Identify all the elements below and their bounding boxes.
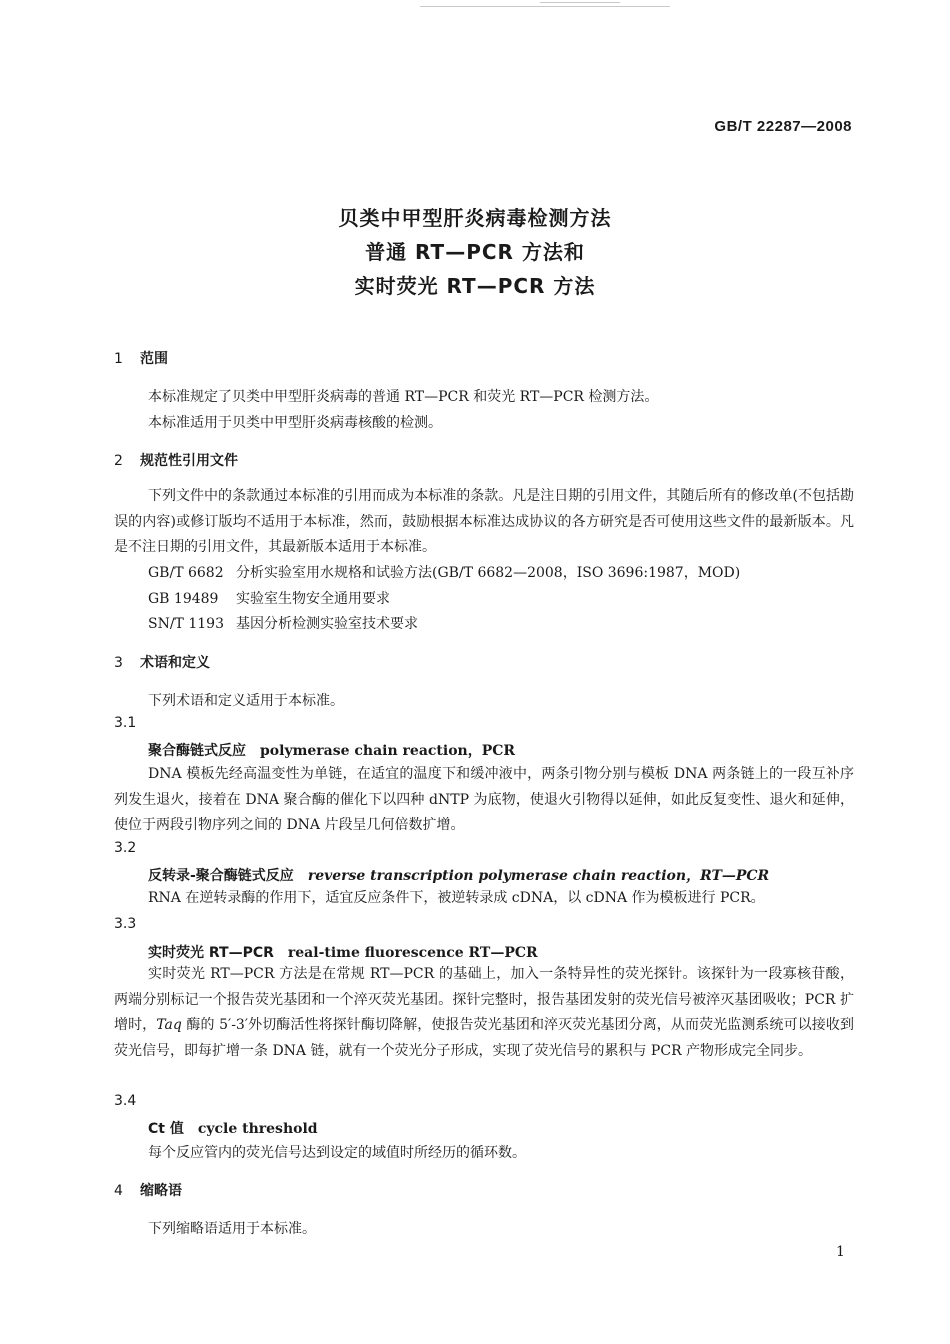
doc-title-line1: 贝类中甲型肝炎病毒检测方法	[338, 206, 612, 230]
term-definition: RNA 在逆转录酶的作用下，适宜反应条件下，被逆转录成 cDNA，以 cDNA 作为模板进行 PCR。	[148, 890, 765, 906]
term-zh: 反转录-聚合酶链式反应	[148, 868, 294, 884]
term-en: polymerase chain reaction，PCR	[260, 743, 516, 759]
paragraph: 下列缩略语适用于本标准。	[148, 1221, 316, 1237]
term-zh: Ct 值	[148, 1121, 184, 1137]
section-title: 规范性引用文件	[140, 453, 238, 469]
reference-desc: 实验室生物安全通用要求	[236, 591, 390, 607]
term-definition: 每个反应管内的荧光信号达到设定的域值时所经历的循环数。	[148, 1145, 526, 1161]
section-heading-abbreviations	[114, 1180, 182, 1200]
section-heading-terms	[114, 652, 210, 672]
reference-item	[148, 613, 418, 633]
paragraph: 本标准规定了贝类中甲型肝炎病毒的普通 RT—PCR 和荧光 RT—PCR 检测方法。	[148, 389, 659, 405]
term-definition	[114, 962, 854, 1064]
section-heading-normative-references	[114, 450, 238, 470]
section-title: 缩略语	[140, 1183, 182, 1199]
section-title: 术语和定义	[140, 655, 210, 671]
section-title: 范围	[140, 351, 168, 367]
taq-italic: Taq	[156, 1017, 182, 1033]
term-heading	[148, 942, 538, 962]
term-number: 3.4	[114, 1093, 137, 1109]
reference-desc: 基因分析检测实验室技术要求	[236, 616, 418, 632]
page-number: 1	[836, 1244, 845, 1260]
reference-item	[148, 588, 390, 608]
scan-edge-line	[540, 2, 620, 3]
reference-code: GB/T 6682	[148, 565, 224, 581]
term-number: 3.1	[114, 715, 137, 731]
reference-code: SN/T 1193	[148, 616, 224, 632]
section-number: 2	[114, 453, 123, 469]
reference-desc: 分析实验室用水规格和试验方法(GB/T 6682—2008，ISO 3696:1987，MOD)	[236, 565, 741, 581]
definition-text: 酶的 5′-3′外切酶活性将探针酶切降解，使报告荧光基团和淬灭荧光基团分离，从而荧光监测系统可以接收到荧光信号，即每扩增一条 DNA 链，就有一个荧光分子形成，实现了荧光信号的累积与 PCR 产物形成完全同步。	[114, 1017, 854, 1059]
term-definition: DNA 模板先经高温变性为单链，在适宜的温度下和缓冲液中，两条引物分别与模板 DNA 两条链上的一段互补序列发生退火，接着在 DNA 聚合酶的催化下以四种 dNTP 为底物，使退火引物得以延伸，如此反复变性、退火和延伸，使位于两段引物序列之间的 DNA 片段呈几何倍数扩增。	[114, 766, 854, 833]
section-number: 4	[114, 1183, 123, 1199]
paragraph: 下列术语和定义适用于本标准。	[148, 693, 344, 709]
paragraph: 下列文件中的条款通过本标准的引用而成为本标准的条款。凡是注日期的引用文件，其随后所有的修改单(不包括勘误的内容)或修订版均不适用于本标准，然而，鼓励根据本标准达成协议的各方研究是否可使用这些文件的最新版本。凡是不注日期的引用文件，其最新版本适用于本标准。	[114, 488, 854, 555]
definition-text: 实时荧光 RT—PCR 方法是在常规 RT—PCR 的基础上，加入一条特异性的荧光探针。该探针为一段寡核苷酸，两端分别标记一个报告荧光基团和一个淬灭荧光基团。探针完整时，报告基团发射的荧光信号被淬灭基团吸收；PCR 扩增时，	[114, 966, 854, 1033]
term-heading	[148, 1118, 318, 1138]
term-en: cycle threshold	[197, 1121, 318, 1137]
doc-title-line3: 实时荧光 RT—PCR 方法	[354, 274, 596, 298]
term-zh: 聚合酶链式反应	[148, 743, 246, 759]
term-heading	[148, 865, 769, 885]
section-number: 3	[114, 655, 123, 671]
section-heading-scope	[114, 348, 168, 368]
term-number: 3.3	[114, 916, 137, 932]
term-zh: 实时荧光 RT—PCR	[148, 945, 274, 961]
reference-item	[148, 562, 740, 582]
scan-edge-line	[420, 6, 670, 7]
term-en: reverse transcription polymerase chain reaction，RT—PCR	[307, 868, 770, 884]
term-heading	[148, 740, 515, 760]
term-en: real-time fluorescence RT—PCR	[287, 945, 538, 961]
term-number: 3.2	[114, 840, 137, 856]
reference-code: GB 19489	[148, 591, 219, 607]
paragraph: 本标准适用于贝类中甲型肝炎病毒核酸的检测。	[148, 415, 442, 431]
section-number: 1	[114, 351, 123, 367]
doc-title-line2: 普通 RT—PCR 方法和	[365, 240, 585, 264]
standard-code: GB/T 22287—2008	[714, 118, 852, 135]
